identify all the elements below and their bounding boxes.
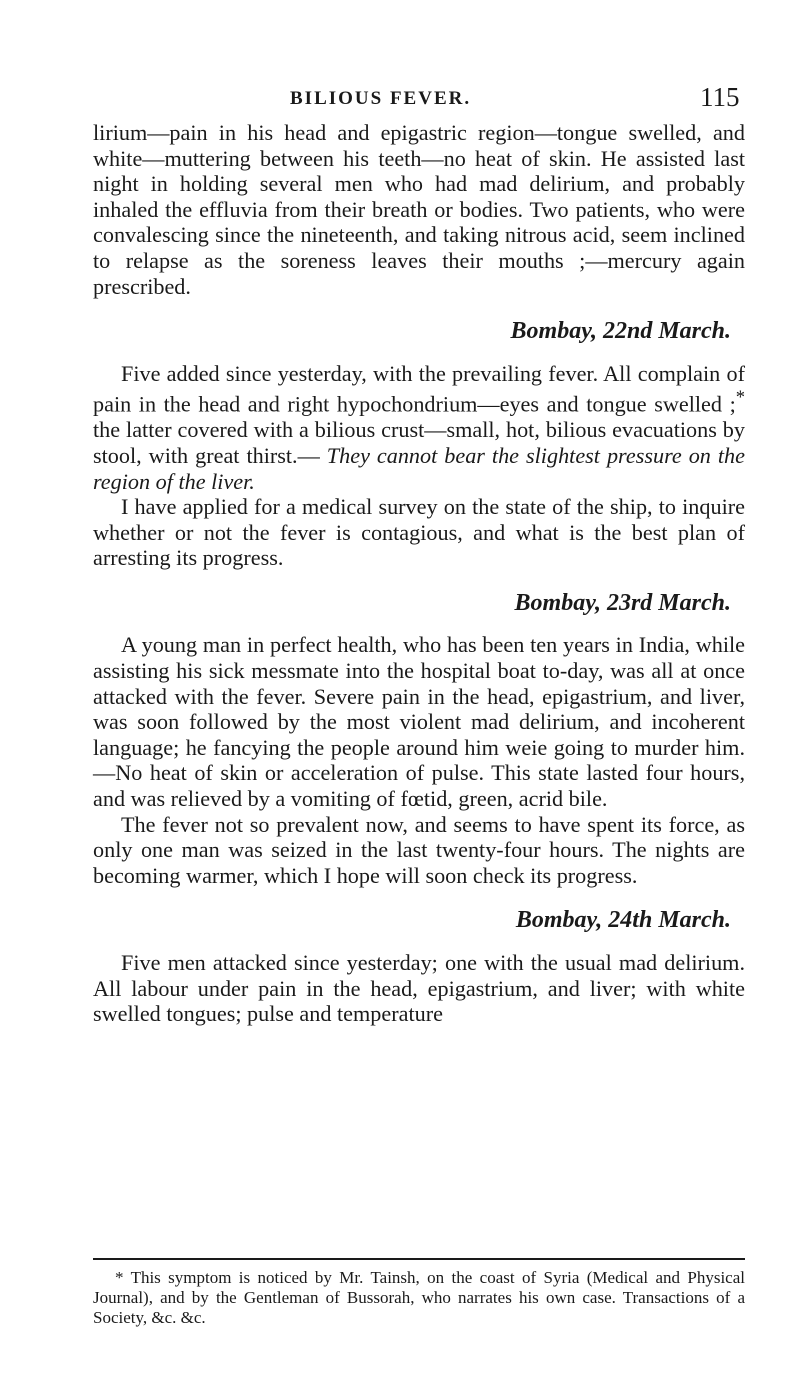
running-head: BILIOUS FEVER. — [290, 88, 472, 109]
italic-emphasis: They cannot bear the slightest pressure on the region of the liver. — [93, 442, 745, 494]
paragraph-continuation: lirium—pain in his head and epigastric region—tongue swelled, and white—muttering between his teeth—no heat of skin. He assisted last night in holding several men who had mad delirium, and probably inhaled the effluvia from their breath or bodies. Two patients, who were convalescing since the nineteenth, and taking nitrous acid, seem inclined to relapse as the soreness leaves their mouths ;—mercury again prescribed. — [93, 120, 745, 299]
dateline-23rd-march: Bombay, 23rd March. — [514, 589, 731, 616]
footnote — [93, 1268, 745, 1328]
body-text — [93, 120, 745, 1027]
paragraph-fever-less-prevalent: The fever not so prevalent now, and seems to have spent its force, as only one man was seized in the last twenty-four hours. The nights are becoming warmer, which I hope will soon check its progress. — [93, 811, 745, 888]
footnote-reference: * — [735, 388, 745, 409]
page-header — [0, 82, 800, 118]
footnote-text: This symptom is noticed by Mr. Tainsh, on the coast of Syria (Medical and Physical Journal), and by the Gentleman of Bussorah, who narrates his own case. Transactions of a Society, &c. &c. — [93, 1268, 745, 1327]
dateline-22nd-march: Bombay, 22nd March. — [510, 318, 731, 345]
paragraph-five-added — [93, 361, 745, 494]
paragraph-five-men: Five men attacked since yesterday; one with the usual mad delirium. All labour under pain in the head, epigastrium, and liver; with white swelled tongues; pulse and temperature — [93, 950, 745, 1027]
dateline-24th-march: Bombay, 24th March. — [515, 907, 731, 934]
paragraph-text: Five added since yesterday, with the prevailing fever. All complain of pain in the head and right hypochondrium—eyes and tongue swelled ; — [93, 360, 745, 417]
page-number: 115 — [700, 82, 740, 112]
paragraph-text: the latter covered with a bilious crust—small, hot, bilious evacuations by stool, with great thirst.— — [93, 417, 745, 468]
footnote-divider — [93, 1258, 745, 1260]
paragraph-young-man: A young man in perfect health, who has been ten years in India, while assisting his sick messmate into the hospital boat to-day, was all at once attacked with the fever. Severe pain in the head, epigastrium, and liver, was soon followed by the most violent mad delirium, and incoherent language; he fancying the people around him weie going to murder him.—No heat of skin or acceleration of pulse. This state lasted four hours, and was relieved by a vomiting of fœtid, green, acrid bile. — [93, 632, 745, 812]
footnote-mark: * — [115, 1268, 124, 1287]
paragraph-medical-survey: I have applied for a medical survey on the state of the ship, to inquire whether or not the fever is contagious, and what is the best plan of arresting its progress. — [93, 494, 745, 571]
